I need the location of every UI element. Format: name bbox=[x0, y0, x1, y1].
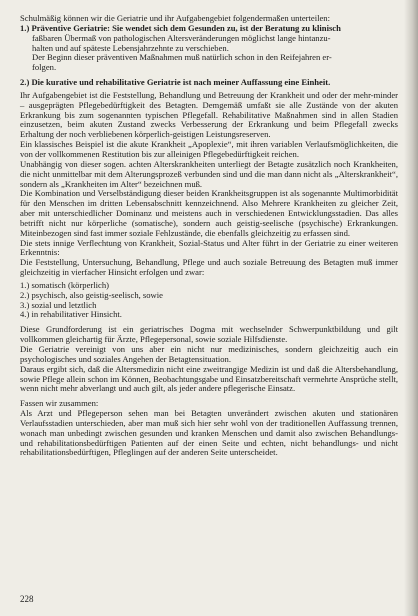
paragraph: Unabhängig von dieser sogen. achten Alterskrankheiten unterliegt der Betagte zusätzlich noch Krankheiten, die nicht unmittelbar mit dem Alterungsprozeß verbunden sind und die man dann nicht als „Alterskrankheit“, sondern als „Krankheiten im Alter“ bezeichnen muß. bbox=[20, 158, 398, 189]
list-item: 1.) somatisch (körperlich) bbox=[20, 279, 110, 290]
paragraph: Ihr Aufgabengebiet ist die Feststellung, Behandlung und Betreuung der Krankheit und oder der mehr-minder – ausgeprägten Pflegebedürftigkeit des Betagten. Demgemäß umfaßt sie alle Zustände von der akuten Erkrankung bis zum sogenannten typischen Pflegefall. Rehabilitative Maßnahmen sind in allen Stadien einzusetzen, beim akuten Zustand zwecks Verbesserung der Erkrankung und beim Pflegefall zwecks Erhaltung der noch verbliebenen körperlich-geistigen Leistungsreserven. bbox=[20, 89, 398, 140]
paragraph: Die Kombination und Verselbständigung dieser beiden Krankheitsgruppen ist als sogenannte Multimorbidität für den Menschen im dritten Lebensabschnitt kennzeichnend. Also Mehrere Krankheiten zu gleicher Zeit, aber mit unterschiedlicher Dominanz und meistens auch in verschiedenen Entwicklungsstadien. Das alles betrifft nicht nur körperliche (somatische), sondern auch geistig-seelische (psychische) Erkrankungen. Miteinbezogen sind fast immer soziale Fehlzustände, die ebenfalls gleichzeitig zu erfassen sind. bbox=[20, 188, 398, 238]
list-item: 3.) sozial und letztlich bbox=[20, 299, 97, 310]
page-edge-shadow bbox=[404, 0, 418, 616]
paragraph: Daraus ergibt sich, daß die Altersmedizin nicht eine zweitrangige Medizin ist und daß die Altersbehandlung, sowie Pflege allein schon im Können, Beobachtungsgabe und Einsatzbereitschaft vermehrte Ansprüche stellt, wenn nicht mehr abverlangt und auch gilt, als jeder andere pflegerische Einsatz. bbox=[20, 363, 398, 394]
paragraph: Die stets innige Verflechtung von Krankheit, Sozial-Status und Alter führt in der Geriatrie zu einer weiteren Erkenntnis: bbox=[20, 237, 398, 258]
list-item-curative-head: 2.) Die kurative und rehabilitative Geriatrie ist nach meiner Auffassung eine Einheit. bbox=[20, 77, 331, 88]
paragraph: Diese Grundforderung ist ein geriatrisches Dogma mit wechselnder Schwerpunktbildung und gilt vollkommen gleichartig für Ärzte, Pflegepersonal, sowie soziale Hilfsdienste. bbox=[20, 324, 398, 345]
list-item-preventive-line: Der Beginn dieser präventiven Maßnahmen muß natürlich schon in den Reifejahren er- bbox=[32, 52, 332, 63]
list-item-preventive-line: faßbaren Übermaß von pathologischen Altersveränderungen möglichst lange hintanzu- bbox=[32, 32, 331, 43]
paragraph: Ein klassisches Beispiel ist die akute Krankheit „Apoplexie“, mit ihren variablen Verlaufsmöglichkeiten, die von der vollkommenen Restitution bis zur alleinigen Pflegebedürftigkeit reichen. bbox=[20, 139, 398, 159]
list-item: 2.) psychisch, also geistig-seelisch, sowie bbox=[20, 289, 163, 300]
list-item-preventive-line: folgen. bbox=[32, 62, 57, 73]
list-item-preventive-line: halten und auf späteste Lebensjahrzehnte zu verschieben. bbox=[32, 42, 229, 53]
paragraph: Die Feststellung, Untersuchung, Behandlung, Pflege und auch soziale Betreuung des Betagten muß immer gleichzeitig in vierfacher Hinsicht erfolgen und zwar: bbox=[20, 257, 398, 278]
paragraph: Als Arzt und Pflegeperson sehen man bei Betagten unverändert zwischen akuten und stationären Verlaufsstadien unterschieden, aber man muß sich hier sehr wohl von der traditionellen Auffassung trennen, wonach man unbedingt zwischen gesunden und kranken Menschen und damit also zwischen Behandlungs- und rehabilitationsbedürftigen Patienten auf der einen Seite und echten, nicht behandlungs- und nicht rehabilitationsbedürftigen, Pfleglingen auf der anderen Seite unterscheidet. bbox=[20, 408, 398, 458]
list-item-text: 1.) Präventive Geriatrie: Sie wendet sich dem Gesunden zu, ist der Beratung zu klinisch bbox=[20, 22, 341, 33]
paragraph: Fassen wir zusammen: bbox=[20, 398, 99, 409]
page-body bbox=[20, 14, 398, 458]
paragraph: Die Geriatrie vereinigt von uns aber ein nicht nur medizinisches, sondern gleichzeitig auch ein psychologisches und soziales Angehen der Betagtensituation. bbox=[20, 344, 398, 364]
intro-paragraph: Schulmäßig können wir die Geriatrie und ihr Aufgabengebiet folgendermaßen unterteilen: bbox=[20, 13, 330, 23]
list-item: 4.) in rehabilitativer Hinsicht. bbox=[20, 309, 122, 320]
page-number: 228 bbox=[20, 594, 34, 604]
